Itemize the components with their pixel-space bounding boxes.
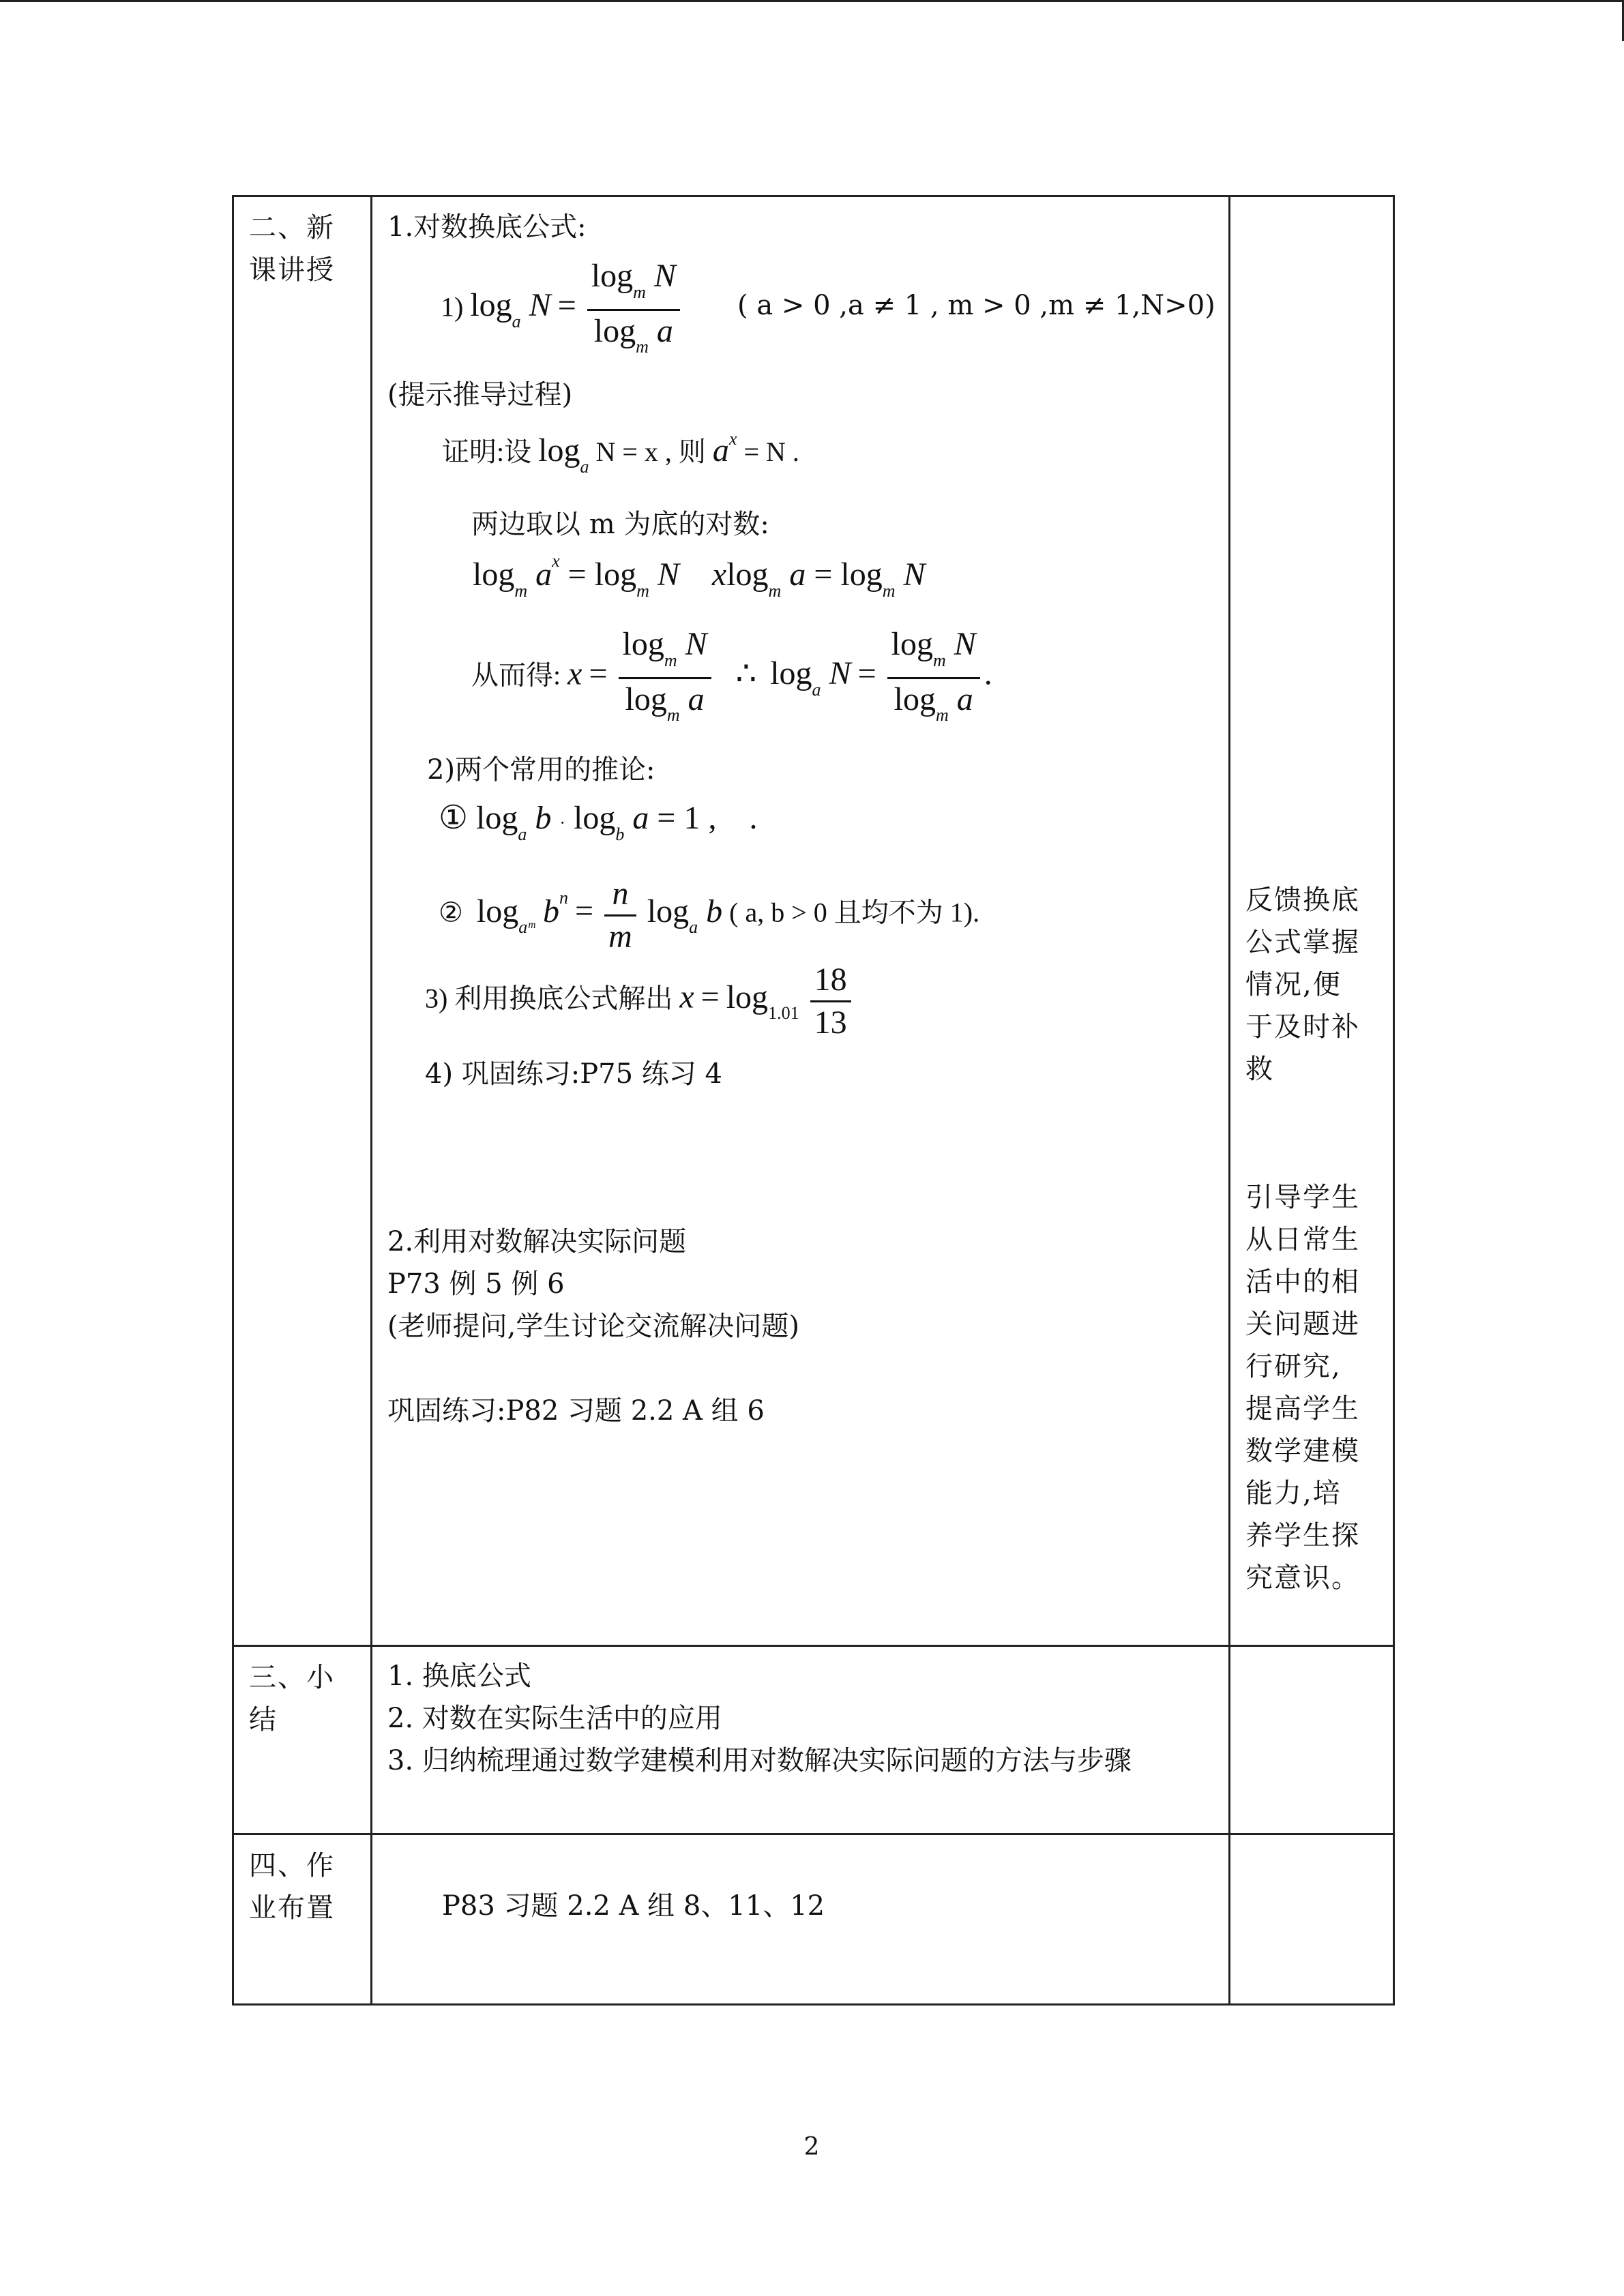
therefore-line: 从而得: x = $\frac{\log_m N}{\log_m a}$ ∴ $\log_a N$ = $\frac{\log_m N}{\log_m a}$ .: [471, 626, 992, 726]
proof-equations: $\log_m a^x = \log_m N$ xlog$_m$ $a = \log_m N$: [473, 551, 926, 601]
summary-item: 2. 对数在实际生活中的应用: [387, 1703, 722, 1734]
notes-cell: [1230, 1834, 1394, 2005]
section-label-cell: [233, 196, 372, 1646]
summary-item: 1. 换底公式: [387, 1660, 531, 1692]
section-label: 四、作业布置: [249, 1850, 335, 1924]
page-frame-top: [0, 0, 1624, 2]
side-note-guidance: 引导学生从日常生活中的相关问题进行研究,提高学生数学建模能力,培养学生探究意识。: [1245, 1182, 1360, 1594]
section-label: 三、小结: [249, 1662, 335, 1735]
equals-sign: =: [557, 287, 576, 324]
formula-conditions: ( a > 0 ,a ≠ 1 , m > 0 ,m ≠ 1,N>0): [737, 290, 1215, 321]
formula-change-of-base: [441, 258, 684, 361]
proof-line: 证明:设 $\log_a N = x$ , 则 $a^x = N$ .: [442, 428, 799, 477]
section-label: 二、新课讲授: [249, 212, 335, 286]
row-new-lesson: [233, 196, 1394, 1646]
corollary-2: ② $\log_{aᵐ} b^n$ = $\frac{n}{m}$ $\log_a b$ ( a, b > 0 且均不为 1).: [439, 876, 980, 955]
page-number: 2: [803, 2133, 820, 2161]
section-label-cell: [233, 1834, 372, 2005]
discussion-text: (老师提问,学生讨论交流解决问题): [387, 1311, 799, 1342]
section-content-cell: [372, 196, 1230, 1646]
homework-text: P83 习题 2.2 A 组 8、11、12: [442, 1890, 825, 1922]
summary-list: [372, 1647, 1228, 1782]
summary-item: 3. 归纳梳理通过数学建模利用对数解决实际问题的方法与步骤: [387, 1745, 1132, 1776]
section-label-cell: [233, 1646, 372, 1834]
side-note-feedback: 反馈换底公式掌握情况,便于及时补救: [1245, 884, 1360, 1085]
hint-text: (提示推导过程): [387, 379, 573, 411]
examples-text: P73 例 5 例 6: [387, 1268, 565, 1300]
summary-cell: [372, 1646, 1230, 1834]
log-term: $\log_a N$: [470, 287, 551, 331]
corollary-heading: 2)两个常用的推论:: [427, 754, 655, 786]
notes-cell: [1230, 196, 1394, 1646]
step-4: 4) 巩固练习:P75 练习 4: [425, 1058, 722, 1090]
heading-change-of-base: 1.对数换底公式:: [387, 211, 587, 243]
fraction: $\frac{\log_m N}{\log_m a}$: [587, 258, 680, 361]
formula-prefix: 1): [441, 291, 464, 323]
homework-cell: [372, 1834, 1230, 2005]
step-3: 3) 利用换底公式解出 $x = \log_{1.01}$ $\frac{18}{13}$: [425, 962, 855, 1041]
both-sides-text: 两边取以 m 为底的对数:: [471, 509, 769, 540]
practice-text: 巩固练习:P82 习题 2.2 A 组 6: [387, 1395, 765, 1427]
notes-cell: [1230, 1646, 1394, 1834]
corollary-1: ① $\log_a b \cdot \log_b a = 1$ , .: [439, 800, 758, 844]
row-homework: [233, 1834, 1394, 2005]
lesson-plan-table: [232, 195, 1395, 2006]
heading-practical: 2.利用对数解决实际问题: [387, 1226, 687, 1257]
row-summary: [233, 1646, 1394, 1834]
